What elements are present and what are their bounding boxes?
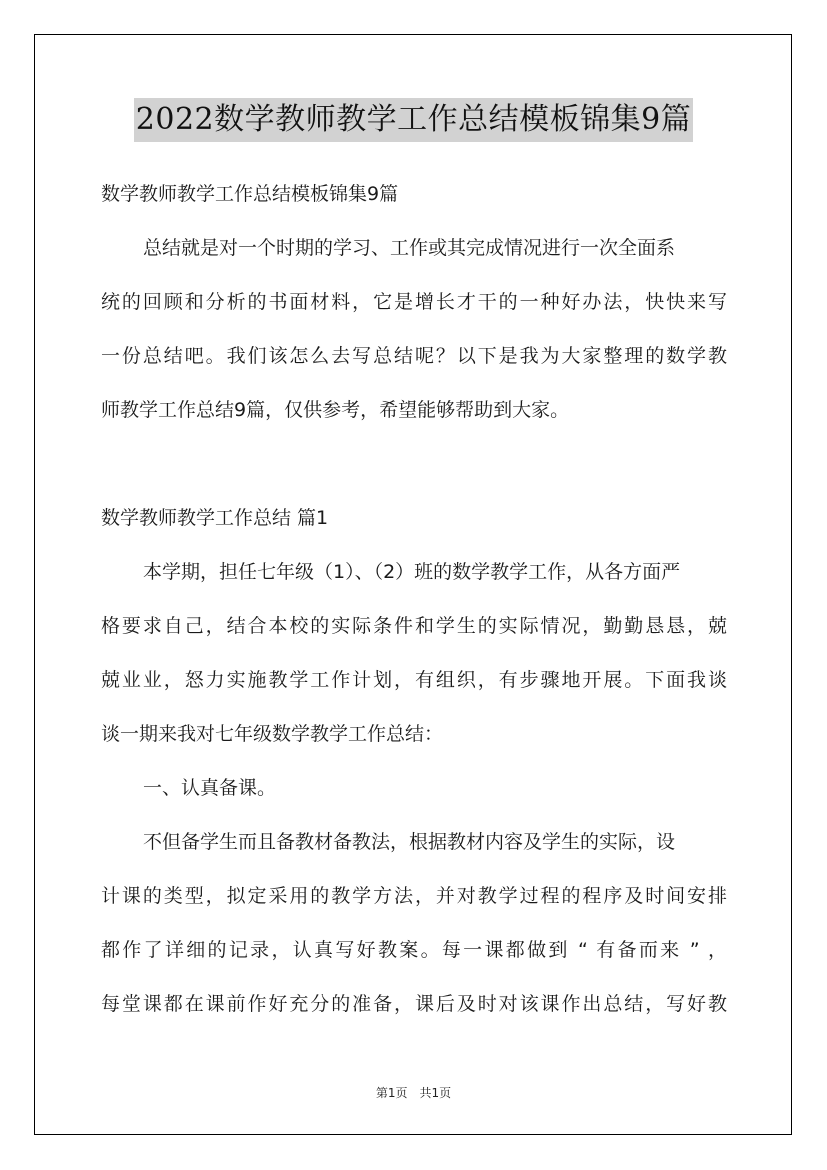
section-line-4: 谈一期来我对七年级数学教学工作总结： [101,723,444,745]
intro-line-3: 一份总结吧。我们该怎么去写总结呢？以下是我为大家整理的数学教 [101,345,727,367]
section-line-3: 兢业业，怒力实施教学工作计划，有组织，有步骤地开展。下面我谈 [101,669,727,691]
intro-line-1: 总结就是对一个时期的学习、工作或其完成情况进行一次全面系 [143,237,676,259]
intro-line-2: 统的回顾和分析的书面材料，它是增长才干的一种好办法，快快来写 [101,291,727,313]
section-heading: 数学教师教学工作总结 篇1 [101,507,329,529]
prepare-line-3: 都作了详细的记录，认真写好教案。每一课都做到 “ 有备而来 ” ， [101,939,727,961]
prepare-line-4: 每堂课都在课前作好充分的准备，课后及时对该课作出总结，写好教 [101,993,727,1015]
page-number: 第1页 [375,1086,408,1100]
page-footer [0,1084,827,1101]
document-title: 2022数学教师教学工作总结模板锦集9篇 [134,98,693,142]
section-line-2: 格要求自己，结合本校的实际条件和学生的实际情况，勤勤恳恳，兢 [101,615,727,637]
intro-line-4: 师教学工作总结9篇，仅供参考，希望能够帮助到大家。 [101,399,570,421]
document-subtitle: 数学教师教学工作总结模板锦集9篇 [101,183,399,205]
title-container [0,98,827,142]
subheading-prepare-lessons: 一、认真备课。 [143,777,277,799]
prepare-line-2: 计课的类型，拟定采用的教学方法，并对教学过程的程序及时间安排 [101,885,727,907]
prepare-line-1: 不但备学生而且备教材备教法，根据教材内容及学生的实际，设 [143,831,676,853]
section-line-1: 本学期，担任七年级（1）、（2）班的数学教学工作，从各方面严 [143,561,681,583]
page-total: 共1页 [419,1086,452,1100]
